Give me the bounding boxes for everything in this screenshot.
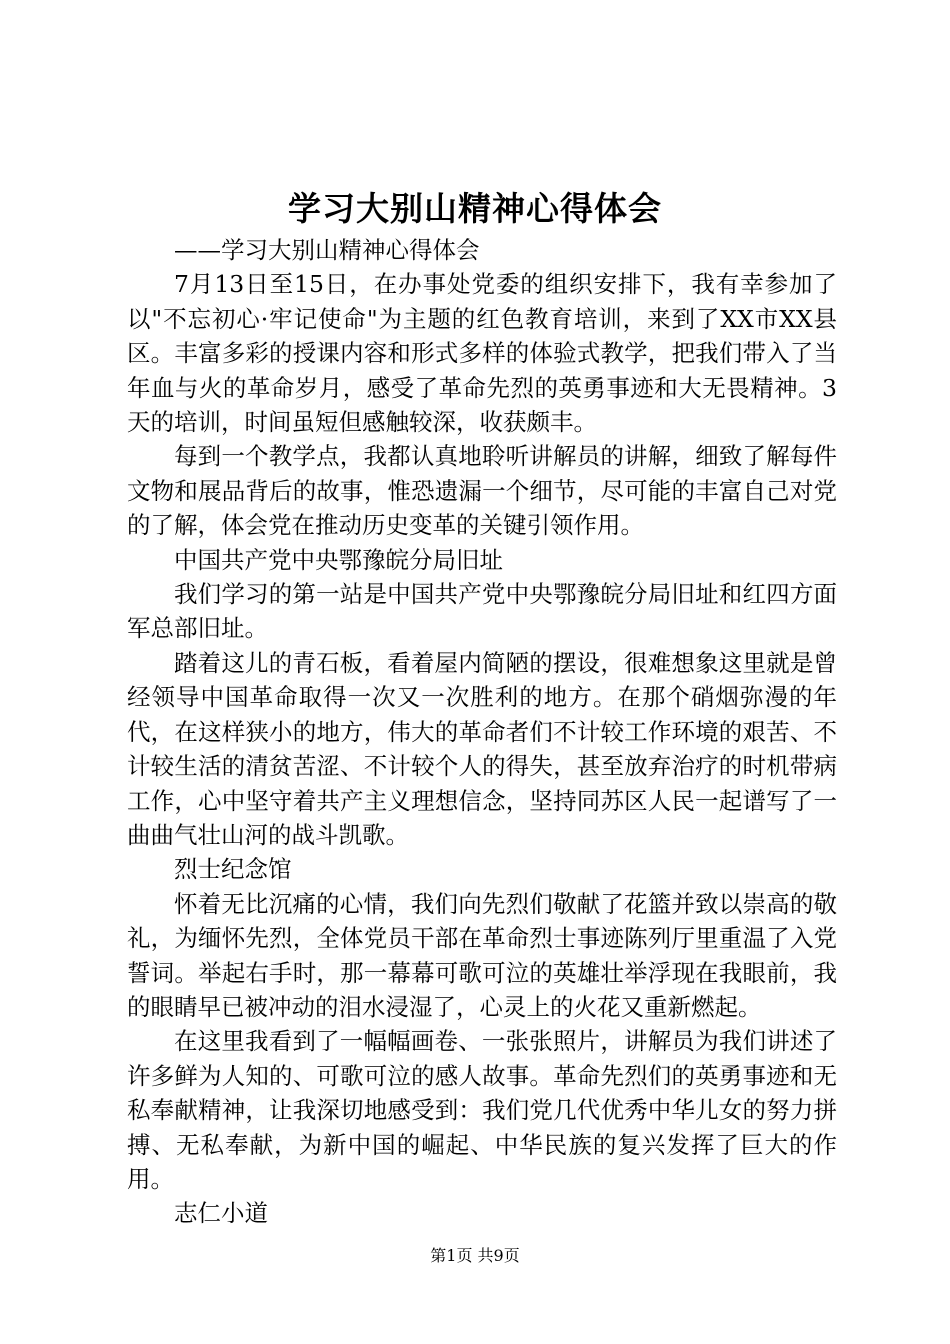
- body-paragraph: 7月13日至15日，在办事处党委的组织安排下，我有幸参加了以"不忘初心·牢记使命"为主题的红色教育培训，来到了XX市XX县区。丰富多彩的授课内容和形式多样的体验式教学，把我们带入了当年血与火的革命岁月，感受了革命先烈的英勇事迹和大无畏精神。3天的培训，时间虽短但感触较深，收获颇丰。: [127, 270, 837, 437]
- section-heading: 烈士纪念馆: [174, 855, 292, 884]
- subtitle-paragraph: ——学习大别山精神心得体会: [174, 236, 480, 264]
- document-title: 学习大别山精神心得体会: [288, 189, 662, 228]
- document-body: [127, 233, 837, 1231]
- page-number-footer: 第1页 共9页: [430, 1246, 520, 1265]
- body-paragraph: 在这里我看到了一幅幅画卷、一张张照片，讲解员为我们讲述了许多鲜为人知的、可歌可泣的感人故事。革命先烈们的英勇事迹和无私奉献精神，让我深切地感受到：我们党几代优秀中华儿女的努力拼搏、无私奉献，为新中国的崛起、中华民族的复兴发挥了巨大的作用。: [127, 1027, 837, 1193]
- section-heading: 志仁小道: [174, 1199, 268, 1228]
- body-paragraph: 每到一个教学点，我都认真地聆听讲解员的讲解，细致了解每件文物和展品背后的故事，惟恐遗漏一个细节，尽可能的丰富自己对党的了解，体会党在推动历史变革的关键引领作用。: [127, 442, 837, 540]
- body-paragraph: 踏着这儿的青石板，看着屋内简陋的摆设，很难想象这里就是曾经领导中国革命取得一次又一次胜利的地方。在那个硝烟弥漫的年代，在这样狭小的地方，伟大的革命者们不计较工作环境的艰苦、不计较生活的清贫苦涩、不计较个人的得失，甚至放弃治疗的时机带病工作，心中坚守着共产主义理想信念，坚持同苏区人民一起谱写了一曲曲气壮山河的战斗凯歌。: [127, 648, 837, 849]
- section-heading: 中国共产党中央鄂豫皖分局旧址: [174, 545, 503, 574]
- body-paragraph: 我们学习的第一站是中国共产党中央鄂豫皖分局旧址和红四方面军总部旧址。: [127, 580, 837, 643]
- body-paragraph: 怀着无比沉痛的心情，我们向先烈们敬献了花篮并致以崇高的敬礼，为缅怀先烈，全体党员干部在革命烈士事迹陈列厅里重温了入党誓词。举起右手时，那一幕幕可歌可泣的英雄壮举浮现在我眼前，我的眼睛早已被冲动的泪水浸湿了，心灵上的火花又重新燃起。: [127, 889, 837, 1021]
